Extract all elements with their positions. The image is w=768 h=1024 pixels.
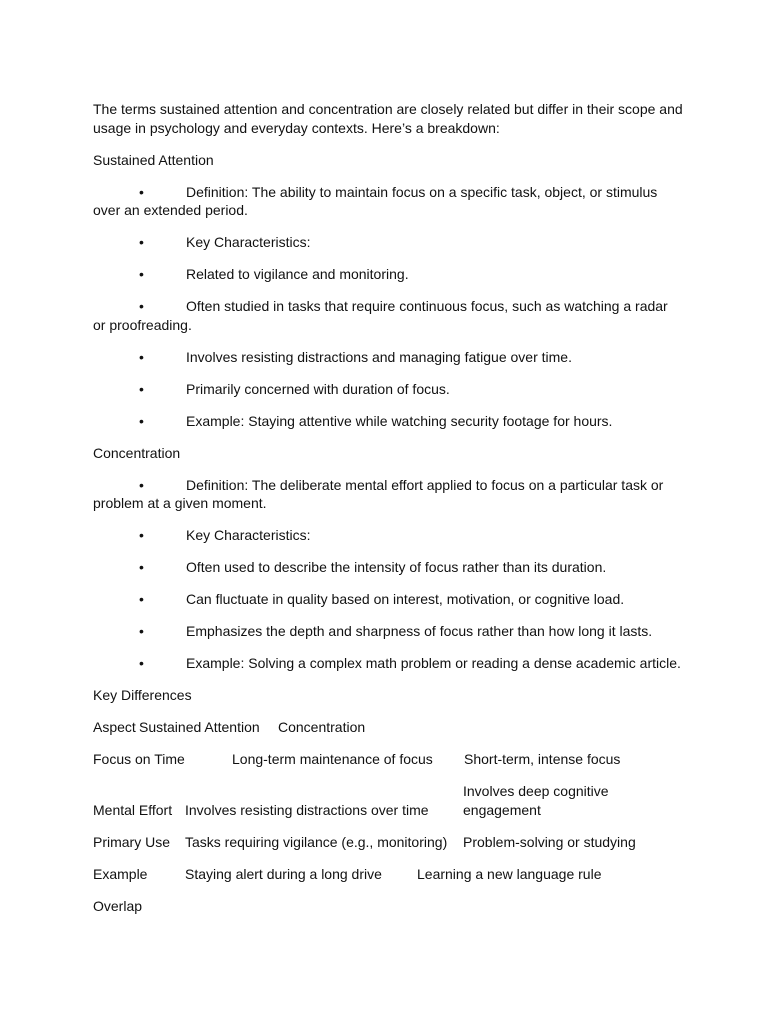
intro-paragraph: The terms sustained attention and concentration are closely related but differ in their scope and usage in psychology and everyday contexts. Here’s a breakdown: (93, 101, 683, 136)
table-cell (463, 782, 613, 819)
table-header-cell: Concentration (278, 719, 366, 735)
list-item: • Often studied in tasks that require continuous focus, such as watching a radar or proofreading. (93, 298, 668, 333)
table-cell: Mental Effort (93, 801, 173, 818)
table-header-cell: Sustained Attention (139, 719, 260, 735)
table-cell: Tasks requiring vigilance (e.g., monitoring) (185, 833, 448, 850)
table-cell: Learning a new language rule (417, 865, 602, 882)
section-heading-overlap: Overlap (93, 897, 143, 914)
table-cell: Long-term maintenance of focus (232, 751, 433, 767)
list-item: • Key Characteristics: (93, 233, 683, 252)
table-header-cell: Aspect (93, 719, 136, 735)
table-cell: Short-term, intense focus (464, 751, 621, 767)
bullet-icon: • (139, 476, 144, 493)
table-cell-text: Involves deep cognitive engagement (463, 783, 609, 818)
bullet-icon: • (139, 380, 144, 397)
list-item: • Example: Staying attentive while watching security footage for hours. (93, 412, 683, 431)
bullet-icon: • (139, 298, 144, 314)
table-cell: Primary Use (93, 833, 171, 850)
bullet-icon: • (139, 234, 144, 250)
table-row (93, 865, 683, 884)
table-row (93, 833, 683, 852)
section-heading-key-differences: Key Differences (93, 687, 192, 703)
section-heading-sustained-attention: Sustained Attention (93, 151, 214, 168)
list-item: • Emphasizes the depth and sharpness of focus rather than how long it lasts. (93, 622, 683, 641)
list-item: • Involves resisting distractions and managing fatigue over time. (93, 348, 683, 367)
bullet-icon: • (139, 183, 144, 200)
list-item: • Key Characteristics: (93, 526, 683, 545)
document-body (93, 100, 683, 929)
list-item: • Definition: The deliberate mental effort applied to focus on a particular task or problem at a given moment. (93, 476, 664, 511)
bullet-icon: • (139, 266, 144, 282)
table-cell: Involves resisting distractions over time (185, 801, 429, 818)
table-cell: Example (93, 865, 148, 882)
list-item: • Often used to describe the intensity of focus rather than its duration. (93, 558, 683, 577)
bullet-icon: • (139, 623, 144, 639)
bullet-icon: • (139, 655, 144, 671)
bullet-icon: • (139, 348, 144, 365)
table-row (93, 782, 683, 819)
list-item: • Can fluctuate in quality based on interest, motivation, or cognitive load. (93, 590, 683, 609)
table-cell: Problem-solving or studying (463, 833, 636, 850)
list-item: • Related to vigilance and monitoring. (93, 265, 683, 284)
bullet-icon: • (139, 527, 144, 543)
section-heading-concentration: Concentration (93, 444, 181, 461)
bullet-icon: • (139, 412, 144, 429)
table-cell: Focus on Time (93, 751, 185, 767)
list-item: • Example: Solving a complex math problem or reading a dense academic article. (93, 654, 683, 673)
bullet-icon: • (139, 591, 144, 607)
table-header-row (93, 718, 683, 737)
bullet-icon: • (139, 559, 144, 575)
list-item: • Primarily concerned with duration of focus. (93, 380, 683, 399)
table-cell: Staying alert during a long drive (185, 865, 382, 882)
table-row (93, 750, 683, 769)
list-item: • Definition: The ability to maintain focus on a specific task, object, or stimulus over an extended period. (93, 183, 658, 218)
